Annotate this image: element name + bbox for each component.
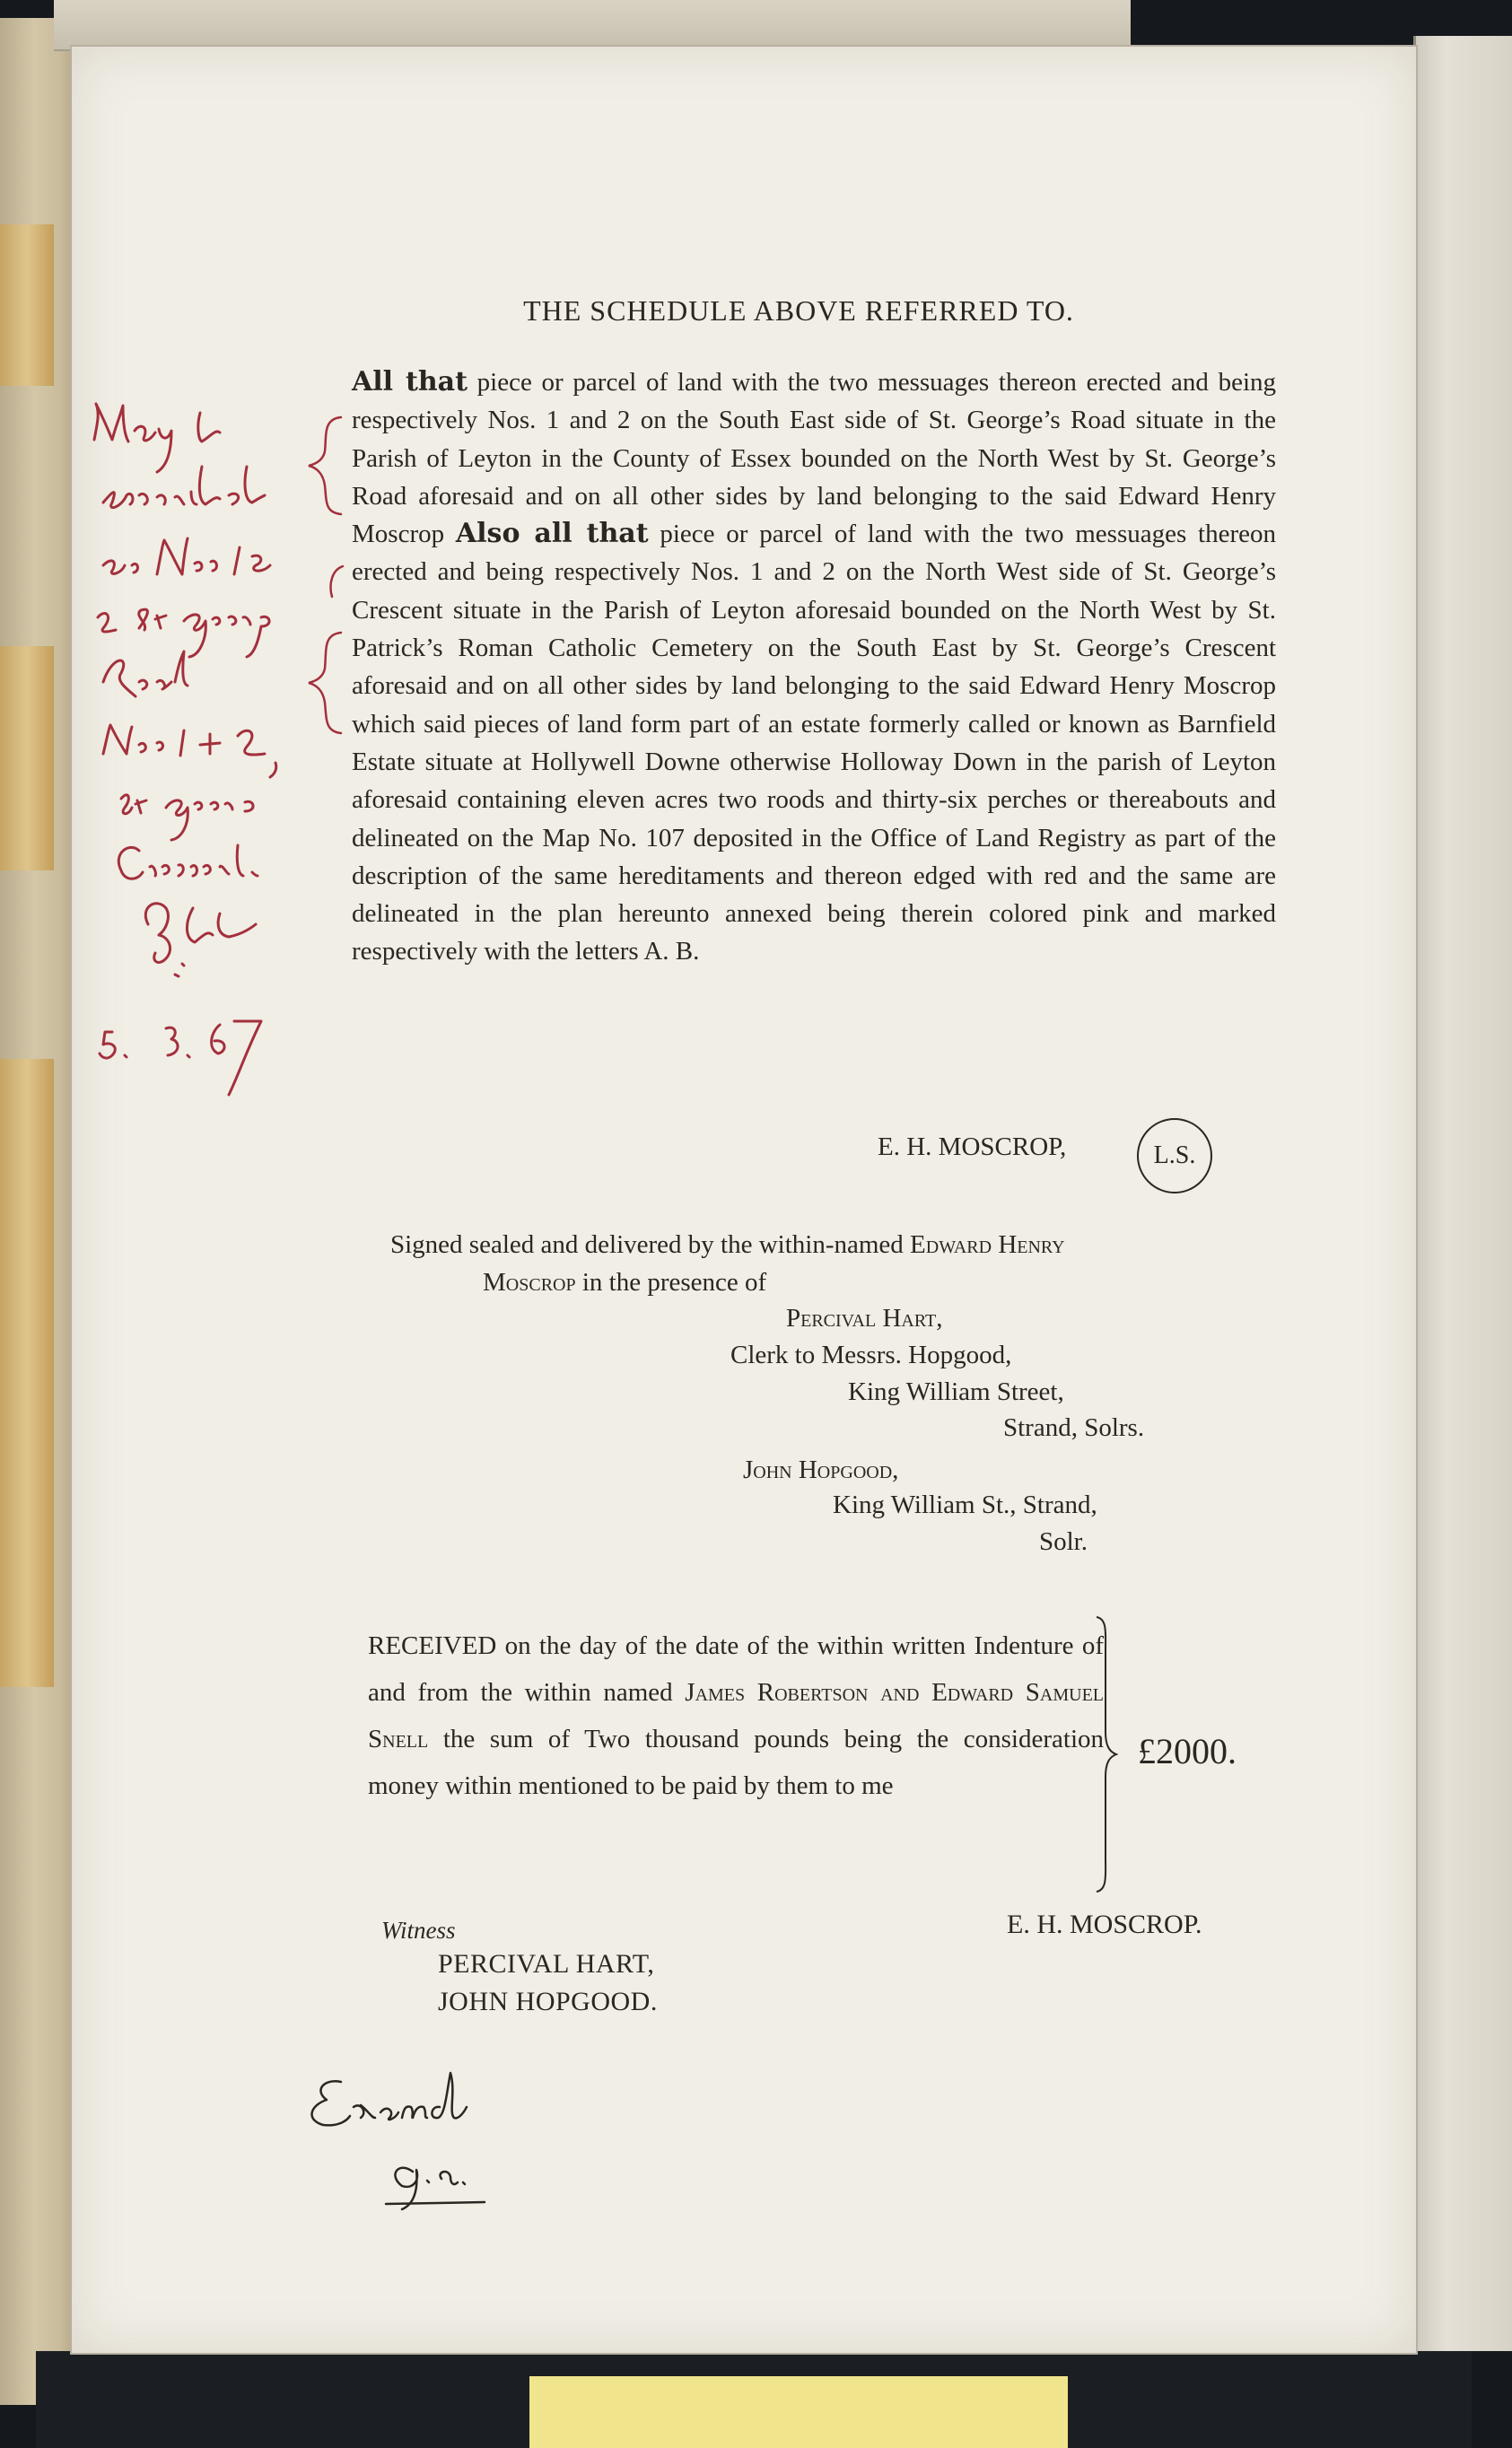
received-lead: RECEIVED (368, 1631, 497, 1660)
executor-name-1: Edward Henry (910, 1230, 1065, 1259)
schedule-signature: E. H. MOSCROP, (878, 1132, 1067, 1161)
receipt-witness-1: PERCIVAL HART, (438, 1949, 655, 1979)
receipt-text-2: the sum of Two thousand pounds being the consideration money within mentioned to be paid by them to me (368, 1725, 1104, 1800)
witness1-line3: King William Street, (848, 1377, 1064, 1406)
witness2-line3: Solr. (1039, 1527, 1088, 1556)
witness2-name: John Hopgood, (743, 1456, 899, 1484)
witness1-line4: Strand, Solrs. (1003, 1413, 1145, 1442)
execution-line-2 (483, 1263, 766, 1301)
witness1-line2: Clerk to Messrs. Hopgood, (730, 1341, 1012, 1369)
schedule-heading: THE SCHEDULE ABOVE REFERRED TO. (523, 294, 1074, 327)
receipt-brace (1093, 1615, 1118, 1893)
torn-top-edge (54, 0, 1131, 51)
paragraph-part-2: piece or parcel of land with the two messuages thereon erected and being respectively Nos. 1 and 2 on the North West side of St. George’s Crescent situate in the Parish of Leyton aforesaid bounded on the North West by St. Patrick’s Roman Catholic Cemetery on the South East by St. George’s Crescent aforesaid and on all other sides by land belonging to the said Edward Henry Moscrop which said pieces of land form part of an estate formerly called or known as Barnfield Estate situate at Hollywell Downe otherwise Holloway Down in the parish of Leyton aforesaid containing eleven acres two roods and thirty-six perches or thereabouts and delineated on the Map No. 107 deposited in the Office of Land Registry as part of the description of the same hereditaments and thereon edged with red and the same are delineated in the plan hereunto annexed being therein colored pink and marked respectively with the letters A. B. (352, 520, 1276, 966)
witness1-name: Percival Hart, (786, 1304, 943, 1333)
seal-circle (1137, 1118, 1212, 1193)
receipt-signature: E. H. MOSCROP. (1007, 1910, 1202, 1939)
execution-line-1 (390, 1226, 1065, 1263)
also-blackletter: Also all that (455, 518, 649, 550)
receipt-names: James Robertson and Edward Samuel Snell (368, 1678, 1104, 1753)
schedule-paragraph (352, 363, 1276, 971)
tape-strip (0, 646, 54, 870)
tape-strip (0, 224, 54, 386)
witness2-line2: King William St., Strand, (833, 1491, 1097, 1519)
lead-blackletter: All that (352, 366, 468, 398)
tape-strip (0, 1059, 54, 1687)
executor-name-2: Moscrop (483, 1268, 576, 1297)
receipt-paragraph (368, 1622, 1104, 1809)
receipt-amount: £2000. (1138, 1731, 1237, 1771)
receipt-text-1: on the day of the date of the within written Indenture of and from the within named (368, 1631, 1104, 1707)
execution-text: Signed sealed and delivered by the within-named (390, 1230, 904, 1259)
sticky-note (529, 2376, 1068, 2448)
receipt-witness-2: JOHN HOPGOOD. (438, 1987, 658, 2016)
margin-bracket (305, 408, 350, 754)
examined-annotation (305, 2055, 556, 2216)
execution-presence: in the presence of (575, 1268, 767, 1297)
paragraph-part-1: piece or parcel of land with the two messuages thereon erected and being respectively Nos. 1 and 2 on the South East side of St. George’s Road situate in the Parish of Leyton in the County of Essex bounded on the North West by St. George’s Road aforesaid and on all other sides by land belonging to the said Edward Henry Moscrop (352, 368, 1276, 549)
next-page-edge (1413, 36, 1512, 2351)
witness-label: Witness (381, 1917, 456, 1944)
seal-label: L.S. (1153, 1141, 1196, 1169)
